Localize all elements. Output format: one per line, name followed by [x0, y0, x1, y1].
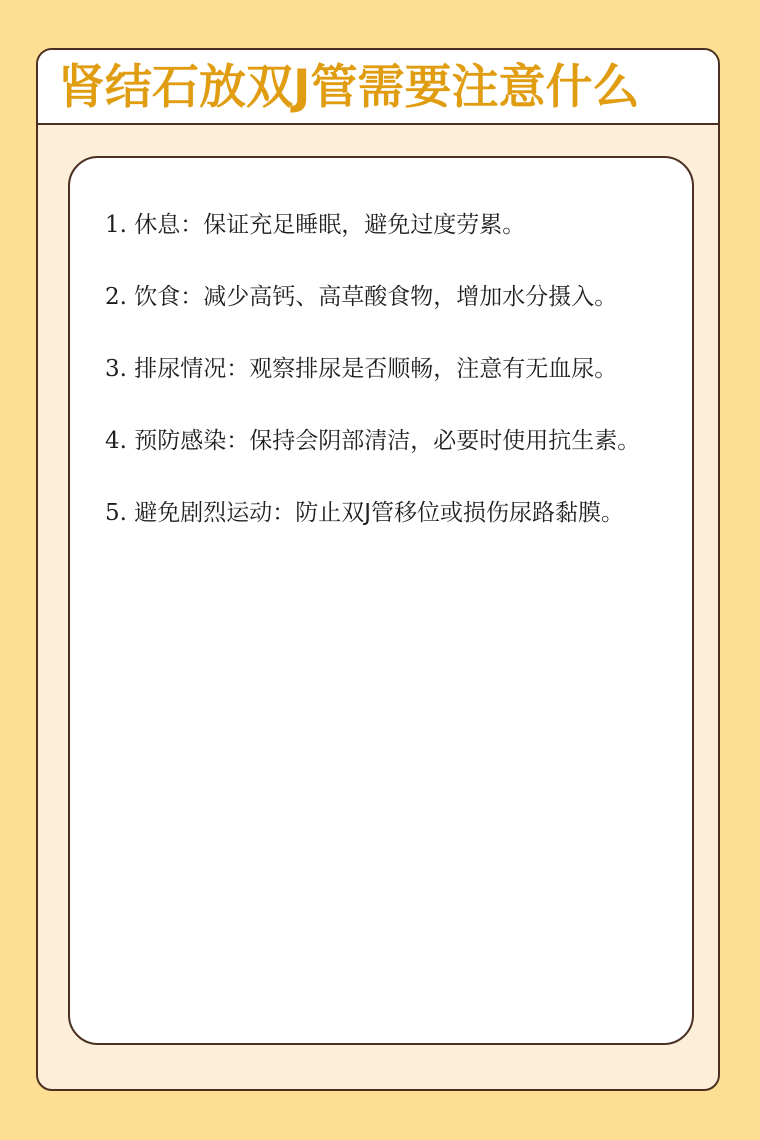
tip-text: 饮食：减少高钙、高草酸食物，增加水分摄入。 [134, 284, 618, 310]
tip-number: 3. [105, 356, 135, 382]
tip-text: 避免剧烈运动：防止双J管移位或损伤尿路黏膜。 [134, 500, 625, 526]
tip-number: 2. [105, 284, 135, 310]
content-box [68, 156, 694, 1045]
page-title: 肾结石放双J管需要注意什么 [58, 60, 640, 115]
tip-number: 4. [105, 428, 135, 454]
tip-text: 休息：保证充足睡眠，避免过度劳累。 [134, 212, 526, 238]
tip-text: 预防感染：保持会阴部清洁，必要时使用抗生素。 [134, 428, 641, 454]
tip-item-5 [105, 467, 665, 559]
tip-number: 1. [105, 212, 135, 238]
tip-text: 排尿情况：观察排尿是否顺畅，注意有无血尿。 [134, 356, 618, 382]
title-bar [38, 50, 718, 125]
tip-number: 5. [105, 500, 135, 526]
tips-list [105, 205, 665, 559]
